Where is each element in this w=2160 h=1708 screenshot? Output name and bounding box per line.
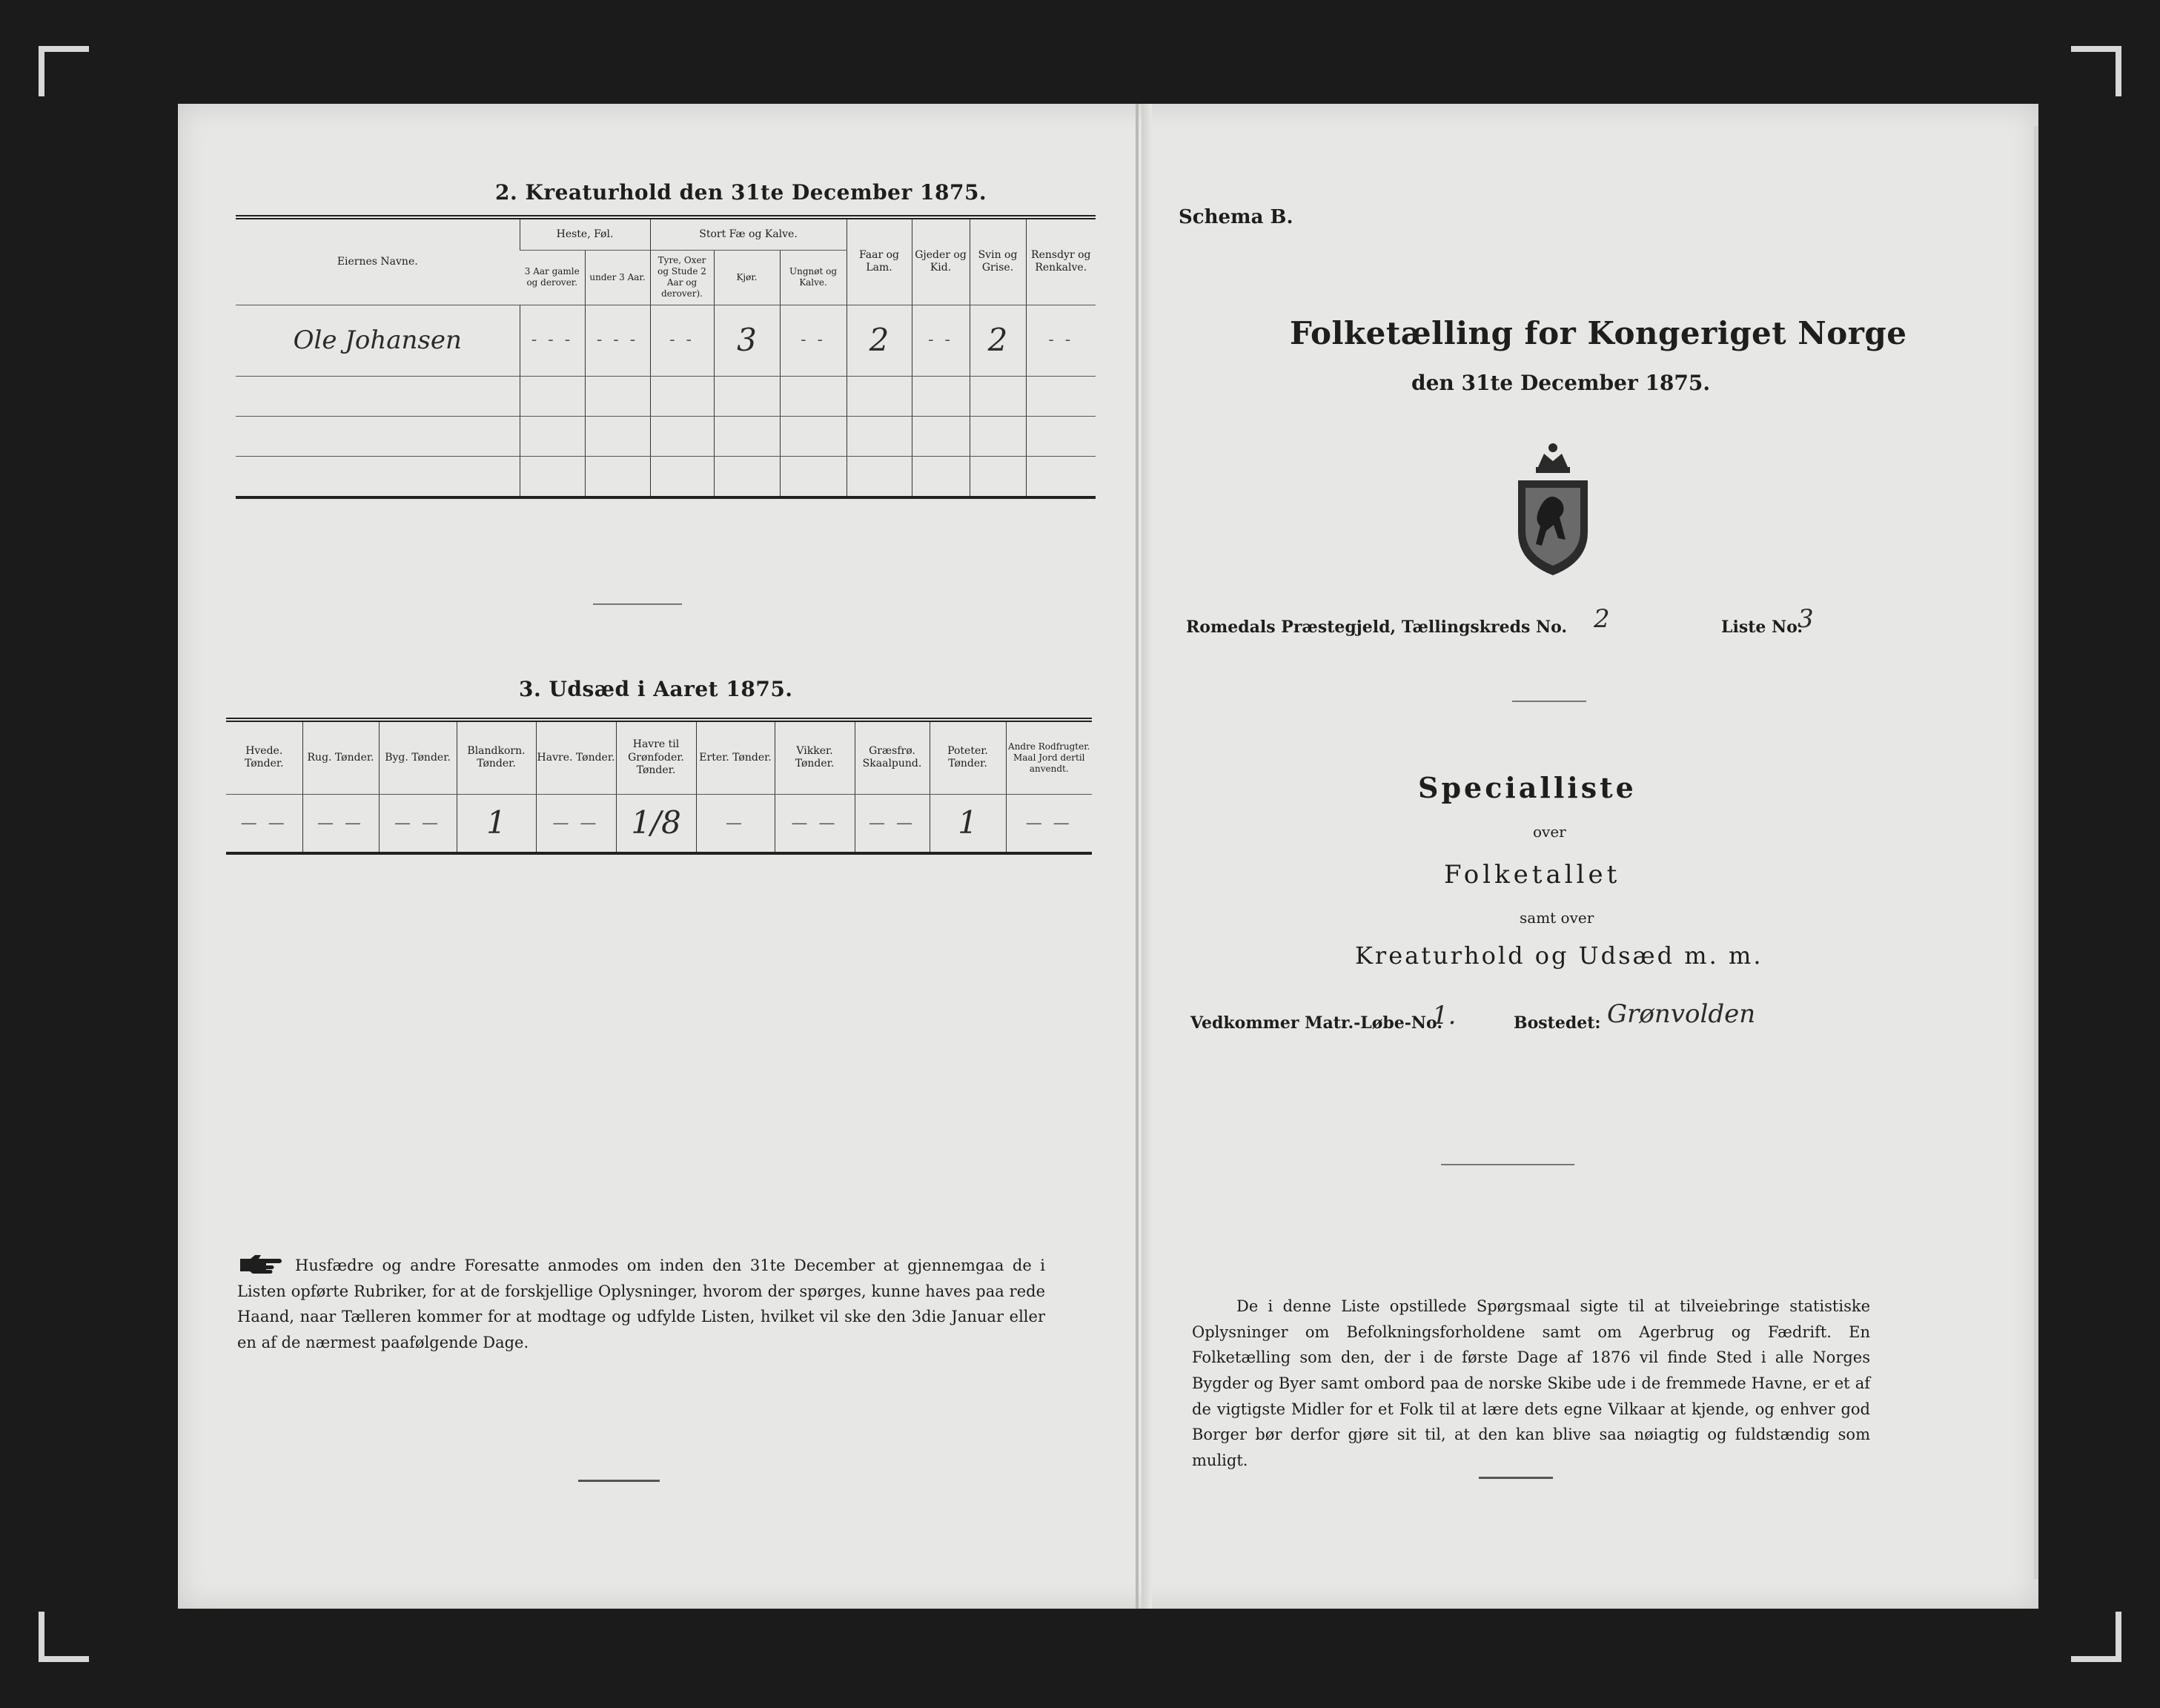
seed-header-oats: Havre. Tønder. <box>536 720 616 794</box>
seed-title: 3. Udsæd i Aaret 1875. <box>519 677 793 701</box>
schema-label: Schema B. <box>1179 206 1293 228</box>
parish-label: Romedals Præstegjeld, Tællingskreds No. <box>1186 618 1568 637</box>
seed-value-green-oats: 1/8 <box>631 804 681 841</box>
rule-1 <box>1512 701 1586 702</box>
bottom-rule-left <box>578 1480 660 1482</box>
seed-value-oats: — — <box>552 813 600 833</box>
notice-text: Husfædre og andre Foresatte anmodes om inden den 31te December at gjennemgaa de i Listen opførte Rubriker, for at de forskjellige Oplysninger, hvorom der spørges, kunne haves paa rede Haand, naar Tælleren kommer for at modtage og udfylde Listen, hvilket vil ske den 3die Januar eller en af de nærmest paafølgende Dage. <box>237 1257 1045 1351</box>
cattle-bulls-value: - - <box>669 331 695 350</box>
seed-header-wheat: Hvede. Tønder. <box>226 720 302 794</box>
list-number: 3 <box>1798 604 1814 634</box>
cattle-bulls-header: Tyre, Oxer og Stude 2 Aar og derover). <box>650 250 714 305</box>
district-number: 2 <box>1594 604 1610 634</box>
pigs-value: 2 <box>987 321 1008 358</box>
seed-value-peas: — <box>726 813 745 833</box>
seed-header-grass-seed: Græsfrø. Skaalpund. <box>855 720 930 794</box>
matr-number: 1. <box>1432 1001 1457 1030</box>
seed-value-grass-seed: — — <box>869 813 915 833</box>
seed-value-potatoes: 1 <box>958 804 978 841</box>
seed-value-rye: — — <box>317 813 364 833</box>
horses-3-over-value: - - - <box>531 331 574 350</box>
seed-header-vetch: Vikker. Tønder. <box>775 720 855 794</box>
goats-value: - - <box>928 331 953 350</box>
census-title: Folketælling for Kongeriget Norge <box>1290 315 1907 351</box>
horses-under-3-value: - - - <box>596 331 639 350</box>
subheading: Kreaturhold og Udsæd m. m. <box>1355 941 1763 970</box>
seed-header-other-roots: Andre Rodfrugter. Maal Jord dertil anvendt. <box>1006 720 1092 794</box>
goats-header: Gjeder og Kid. <box>912 217 970 305</box>
cattle-header: Stort Fæ og Kalve. <box>650 217 847 250</box>
reindeer-header: Rensdyr og Renkalve. <box>1026 217 1096 305</box>
seed-row <box>226 794 1092 853</box>
over-text: over <box>1533 823 1566 841</box>
seed-header-potatoes: Poteter. Tønder. <box>930 720 1006 794</box>
seed-table <box>226 718 1092 855</box>
seed-header-barley: Byg. Tønder. <box>379 720 457 794</box>
pigs-header: Svin og Grise. <box>970 217 1026 305</box>
norway-coat-of-arms <box>1512 437 1594 578</box>
census-explanation: De i denne Liste opstillede Spørgsmaal sigte til at tilveiebringe statistiske Oplysninger om Befolkningsforholdene samt om Agerbrug og Fædrift. En Folketælling som den, der i de første Dage af 1876 vil finde Sted i alle Norges Bygder og Byer samt ombord paa de norske Skibe ude i de fremmede Havne, er et af de vigtigste Midler for et Folk til at lære dets egne Vilkaar at kjende, og enhver god Borger bør derfor gjøre sit til, at den kan blive saa nøiagtig og fuldstændig som muligt. <box>1192 1297 1870 1469</box>
reindeer-value: - - <box>1048 331 1074 350</box>
seed-header-peas: Erter. Tønder. <box>696 720 775 794</box>
livestock-row <box>236 305 1096 376</box>
seed-value-barley: — — <box>394 813 441 833</box>
cattle-young-header: Ungnøt og Kalve. <box>780 250 847 305</box>
livestock-title: 2. Kreaturhold den 31te December 1875. <box>495 180 987 205</box>
section-divider <box>593 603 682 605</box>
seed-header-mixed-grain: Blandkorn. Tønder. <box>457 720 536 794</box>
seed-header-rye: Rug. Tønder. <box>302 720 379 794</box>
page-fold <box>1136 104 1139 1609</box>
samt-over-text: samt over <box>1520 909 1594 927</box>
list-label: Liste No. <box>1721 618 1803 637</box>
seed-header-green-oats: Havre til Grønfoder. Tønder. <box>616 720 696 794</box>
cattle-cows-value: 3 <box>737 321 757 358</box>
census-date: den 31te December 1875. <box>1411 371 1711 395</box>
owner-name: Ole Johansen <box>293 325 462 355</box>
owner-header: Eiernes Navne. <box>236 217 520 305</box>
frame-corner-bottom-left <box>39 1612 89 1662</box>
seed-value-vetch: — — <box>791 813 838 833</box>
sheep-header: Faar og Lam. <box>847 217 912 305</box>
rule-2 <box>1441 1164 1574 1165</box>
horses-under-3-header: under 3 Aar. <box>585 250 650 305</box>
frame-corner-bottom-right <box>2071 1612 2121 1662</box>
seed-value-wheat: — — <box>240 813 288 833</box>
specialliste-heading: Specialliste <box>1418 771 1637 804</box>
livestock-table <box>236 215 1096 499</box>
frame-corner-top-left <box>39 46 89 96</box>
frame-corner-top-right <box>2071 46 2121 96</box>
rule-3 <box>1479 1477 1553 1479</box>
horses-3-over-header: 3 Aar gamle og derover. <box>520 250 585 305</box>
cattle-young-value: - - <box>801 331 826 350</box>
bostedet-label: Bostedet: <box>1514 1013 1601 1033</box>
cattle-cows-header: Kjør. <box>714 250 780 305</box>
seed-value-other-roots: — — <box>1025 813 1073 833</box>
matr-label: Vedkommer Matr.-Løbe-No. <box>1190 1013 1442 1033</box>
horses-header: Heste, Føl. <box>520 217 650 250</box>
seed-value-mixed-grain: 1 <box>486 804 506 841</box>
folketallet-text: Folketallet <box>1444 860 1621 890</box>
sheep-value: 2 <box>869 321 889 358</box>
bostedet-value: Grønvolden <box>1607 999 1756 1029</box>
